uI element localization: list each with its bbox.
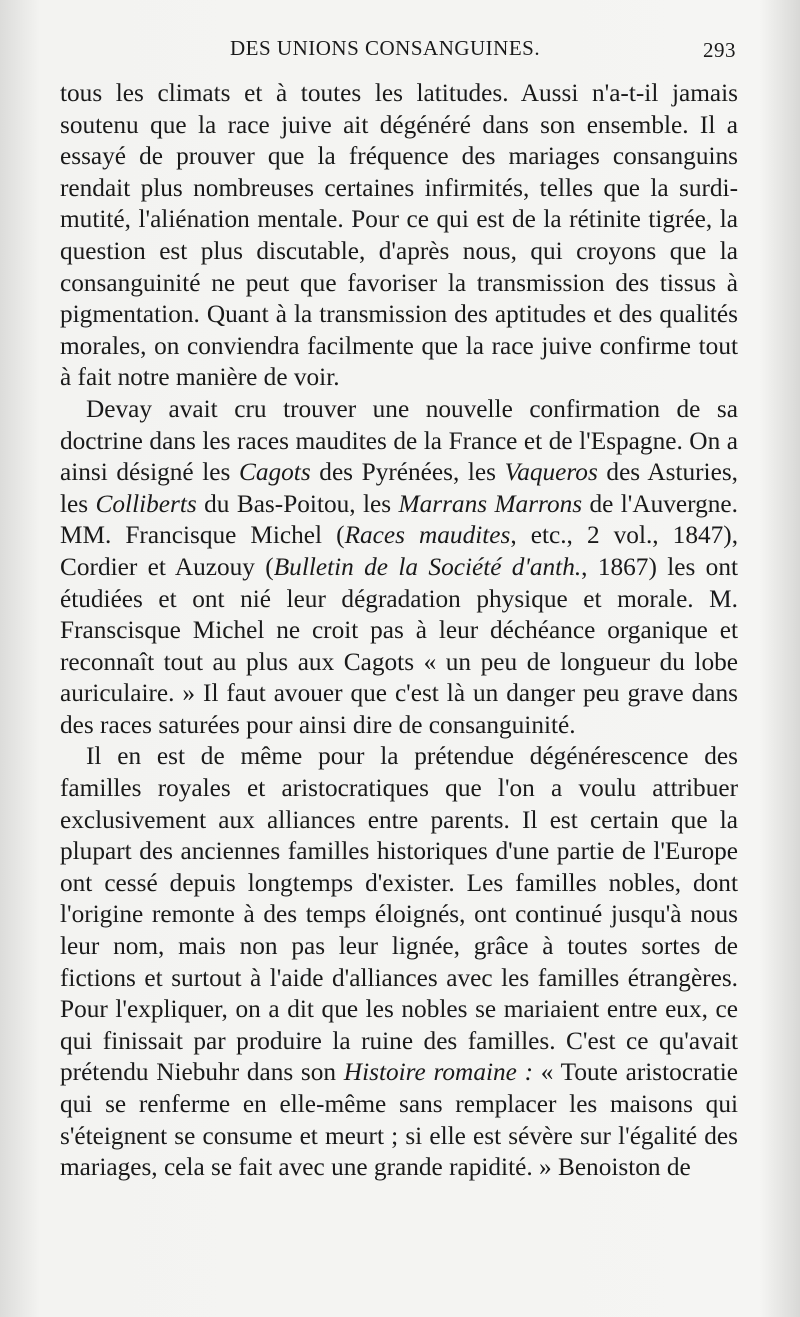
text-run: des Pyrénées, les bbox=[310, 458, 505, 487]
italic-text: Colliberts bbox=[95, 489, 197, 518]
page-number: 293 bbox=[703, 38, 736, 62]
paragraph bbox=[60, 741, 738, 1183]
text-run: des Asturies, les bbox=[60, 458, 738, 518]
paragraph bbox=[60, 78, 738, 394]
italic-text: Cagots bbox=[238, 458, 311, 487]
text-run: de l'Auvergne. MM. Francisque Michel ( bbox=[60, 489, 738, 550]
italic-text: Bulletin de la Société d'anth. bbox=[273, 552, 582, 581]
italic-text: Marrans Marrons bbox=[398, 489, 583, 518]
italic-text: Vaqueros bbox=[504, 458, 598, 487]
text-run: tous les climats et à toutes les latitudes. Aussi n'a-t-il jamais soutenu que la race juive ait dégénéré dans son ensemble. Il a essayé de prouver que la fréquence des mariages consanguins rendait plus nombreuses certaines infirmités, telles que la surdi-mutité, l'aliénation mentale. Pour ce qui est de la rétinite tigrée, la question est plus discutable, d'après nous, qui croyons que la consanguinité ne peut que favoriser la transmission des tissus à pigmentation. Quant à la transmission des aptitudes et des qualités morales, on conviendra facilmente que la race juive confirme tout à fait notre manière de voir. bbox=[60, 79, 738, 392]
italic-text: Races maudites bbox=[344, 521, 511, 550]
page-header bbox=[230, 36, 736, 66]
text-run: , 1867) les ont étudiées et ont nié leur dégradation physique et morale. M. Franscisque Michel ne croit pas à leur déchéance organique et reconnaît tout au plus aux Cagots « un peu de longueur du lobe auriculaire. » Il faut avouer que c'est là un danger peu grave dans des races saturées pour ainsi dire de consanguinité. bbox=[60, 552, 738, 739]
paragraph bbox=[60, 394, 738, 742]
italic-text: Histoire romaine : bbox=[343, 1058, 534, 1087]
text-run: Devay avait cru trouver une nouvelle confirmation de sa doctrine dans les races maudites de la France et de l'Espagne. On a ainsi désigné les bbox=[60, 394, 738, 487]
text-run: Il en est de même pour la prétendue dégénérescence des familles royales et aristocratiques que l'on a voulu attribuer exclusivement aux alliances entre parents. Il est certain que la plupart des anciennes familles historiques d'une partie de l'Europe ont cessé depuis longtemps d'exister. Les familles nobles, dont l'origine remonte à des temps éloignés, ont continué jusqu'à nous leur nom, mais non pas leur lignée, grâce à toutes sortes de fictions et surtout à l'aide d'alliances avec les familles étrangères. Pour l'expliquer, on a dit que les nobles se mariaient entre eux, ce qui finissait par produire la ruine des familles. C'est ce qu'avait prétendu Niebuhr dans son bbox=[60, 742, 738, 1087]
text-run: du Bas-Poitou, les bbox=[196, 489, 399, 518]
body-text bbox=[60, 78, 738, 1184]
text-run: , etc., 2 vol., 1847), Cordier et Auzouy ( bbox=[60, 521, 739, 581]
running-title: DES UNIONS CONSANGUINES. bbox=[230, 36, 541, 60]
text-run: « Toute aristocratie qui se renferme en elle-même sans remplacer les maisons qui s'éteignent se consume et meurt ; si elle est sévère sur l'égalité des mariages, cela se fait avec une grande rapidité. » Benoiston de bbox=[60, 1058, 738, 1182]
